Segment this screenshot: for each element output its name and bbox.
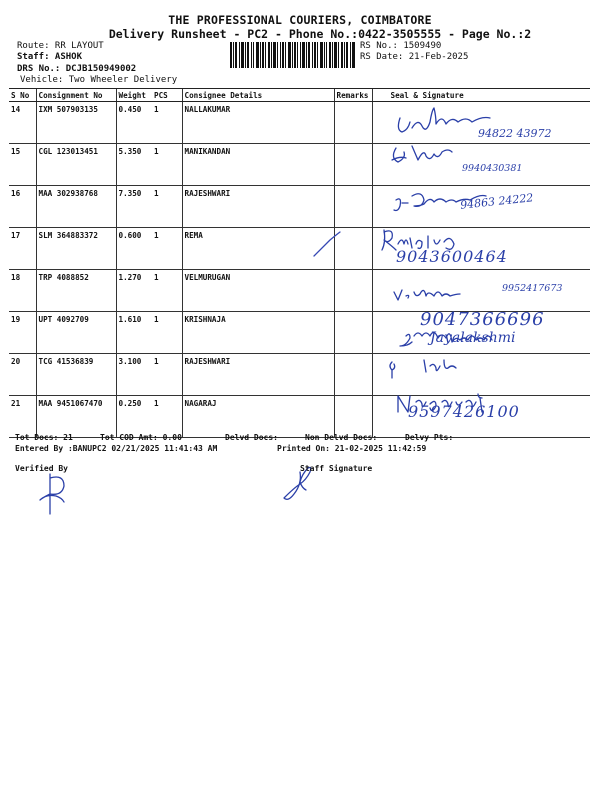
cell-weight: 1.610 [116,312,152,354]
cell-weight: 0.450 [116,102,152,144]
cell-consignee: KRISHNAJA [182,312,334,354]
cell-remarks [334,312,372,354]
cell-remarks [334,144,372,186]
delivery-points: Delvy Pts: [405,433,454,442]
cell-remarks [334,396,372,438]
cell-consignee: RAJESHWARI [182,186,334,228]
col-pcs: PCS [152,89,182,102]
handwriting-row-21: 9597426100 [408,402,520,421]
cell-weight: 5.350 [116,144,152,186]
cell-pcs: 1 [152,102,182,144]
verified-by-label: Verified By [15,464,68,473]
cell-pcs: 1 [152,228,182,270]
col-consignment: Consignment No [36,89,116,102]
entered-by: Entered By :BANUPC2 02/21/2025 11:41:43 AM [15,444,218,453]
handwriting-row-15: 9940430381 [462,163,523,174]
cell-consignment: SLM 364883372 [36,228,116,270]
cell-remarks [334,354,372,396]
cell-remarks [334,102,372,144]
cell-consignee: RAJESHWARI [182,354,334,396]
company-title: THE PROFESSIONAL COURIERS, COIMBATORE [168,13,432,27]
cell-sno: 15 [9,144,36,186]
cell-weight: 1.270 [116,270,152,312]
cell-weight: 3.100 [116,354,152,396]
cell-consignee: MANIKANDAN [182,144,334,186]
col-consignee: Consignee Details [182,89,334,102]
cell-weight: 7.350 [116,186,152,228]
cell-pcs: 1 [152,312,182,354]
cell-remarks [334,270,372,312]
cell-consignment: TCG 41536839 [36,354,116,396]
drs-number: DRS No.: DCJB150949002 [17,64,137,74]
vehicle-label: Vehicle: Two Wheeler Delivery [20,75,178,85]
cell-consignee: NALLAKUMAR [182,102,334,144]
cell-sno: 14 [9,102,36,144]
cell-remarks [334,228,372,270]
cell-consignee: REMA [182,228,334,270]
cell-sno: 19 [9,312,36,354]
cell-consignment: IXM 507903135 [36,102,116,144]
runsheet-subtitle: Delivery Runsheet - PC2 - Phone No.:0422-3505555 - Page No.:2 [108,27,532,41]
handwriting-row-16: 94863 24222 [459,191,534,212]
cell-weight: 0.600 [116,228,152,270]
col-sno: S No [9,89,36,102]
cell-remarks [334,186,372,228]
total-docs: Tot Docs: 21 [15,433,73,442]
verified-by-signature [40,474,64,514]
cell-sno: 21 [9,396,36,438]
cell-consignment: TRP 4088852 [36,270,116,312]
staff-label: Staff: ASHOK [17,52,83,62]
cell-pcs: 1 [152,354,182,396]
handwriting-row-19-name: Jayalakshmi [430,330,516,346]
cell-sno: 20 [9,354,36,396]
route-label: Route: RR LAYOUT [17,41,104,51]
staff-signature-label: Staff Signature [300,464,373,473]
rs-date: RS Date: 21-Feb-2025 [360,52,469,62]
cell-consignment: CGL 123013451 [36,144,116,186]
cell-consignment: UPT 4092709 [36,312,116,354]
handwriting-row-17: 9043600464 [396,247,508,266]
non-delivered-docs: Non Delvd Docs: [305,433,378,442]
cell-sno: 18 [9,270,36,312]
col-remarks: Remarks [334,89,372,102]
cell-pcs: 1 [152,270,182,312]
col-seal-signature: Seal & Signature [372,89,590,102]
table-header-row [9,89,590,102]
cell-consignment: MAA 9451067470 [36,396,116,438]
col-weight: Weight [116,89,152,102]
barcode-image [230,42,355,68]
cell-consignee: VELMURUGAN [182,270,334,312]
cell-sno: 17 [9,228,36,270]
cell-consignment: MAA 302938768 [36,186,116,228]
delivered-docs: Delvd Docs: [225,433,278,442]
table-row [9,354,590,396]
cell-pcs: 1 [152,186,182,228]
handwriting-row-14: 94822 43972 [478,127,552,140]
cell-pcs: 1 [152,144,182,186]
handwriting-row-18: 9952417673 [502,283,563,294]
rs-number: RS No.: 1509490 [360,41,442,51]
handwriting-row-19: 9047366696 [420,309,545,330]
printed-on: Printed On: 21-02-2025 11:42:59 [277,444,427,453]
cell-seal-signature [372,354,590,396]
total-cod-amount: Tot COD Amt: 0.00 [100,433,182,442]
cell-consignee: NAGARAJ [182,396,334,438]
cell-pcs: 1 [152,396,182,438]
cell-weight: 0.250 [116,396,152,438]
cell-sno: 16 [9,186,36,228]
